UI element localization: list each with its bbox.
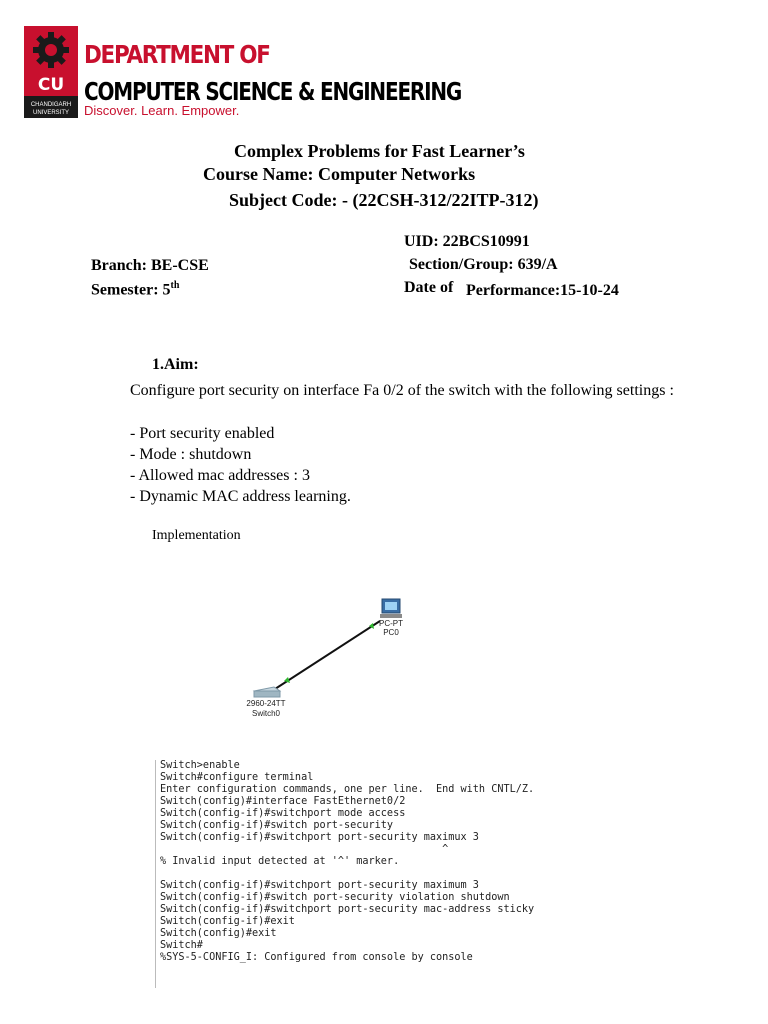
aim-item: - Allowed mac addresses : 3 — [130, 467, 310, 484]
section-group: Section/Group: 639/A — [409, 256, 558, 273]
terminal-line: Switch(config-if)#switch port-security violation shutdown — [160, 892, 510, 903]
date-of-performance: Performance:15-10-24 — [466, 282, 619, 299]
svg-text:UNIVERSITY: UNIVERSITY — [32, 110, 70, 116]
terminal-line: ^ — [160, 844, 449, 855]
aim-text: Configure port security on interface Fa 0/2 of the switch with the following settings : — [130, 382, 674, 399]
implementation-heading: Implementation — [152, 528, 241, 543]
terminal-line: Switch(config-if)#exit — [160, 916, 295, 927]
terminal-line: Switch(config-if)#switchport port-security maximux 3 — [160, 832, 479, 843]
aim-item: - Port security enabled — [130, 425, 275, 442]
svg-text:CHANDIGARH: CHANDIGARH — [30, 102, 72, 108]
semester: Semester: 5th — [91, 280, 180, 299]
switch-icon — [254, 687, 280, 697]
subject-code: Subject Code: - (22CSH-312/22ITP-312) — [229, 190, 539, 210]
aim-list — [130, 423, 351, 507]
aim-heading: 1.Aim: — [152, 356, 199, 373]
aim-item: - Mode : shutdown — [130, 446, 252, 463]
terminal-line: Enter configuration commands, one per line. End with CNTL/Z. — [160, 784, 535, 795]
terminal-line: Switch(config-if)#switchport port-security maximum 3 — [160, 880, 479, 891]
uid: UID: 22BCS10991 — [404, 233, 530, 250]
switch-name-label: Switch0 — [251, 709, 280, 718]
doc-title: Complex Problems for Fast Learner’s — [234, 141, 525, 161]
terminal-line: Switch(config-if)#switch port-security — [160, 820, 394, 831]
terminal-line: %SYS-5-CONFIG_I: Configured from console by console — [160, 952, 473, 963]
department-title-line2: COMPUTER SCIENCE & ENGINEERING — [84, 77, 462, 106]
course-name: Course Name: Computer Networks — [203, 164, 476, 184]
branch: Branch: BE-CSE — [91, 257, 209, 274]
cu-logo — [24, 26, 78, 118]
terminal-line: Switch(config-if)#switchport mode access — [160, 808, 406, 819]
terminal-line: Switch# — [160, 940, 203, 951]
date-label: Date of — [404, 279, 454, 296]
terminal-line: Switch(config-if)#switchport port-security mac-address sticky — [160, 904, 535, 915]
terminal-line: Switch#configure terminal — [160, 772, 314, 783]
switch-model-label: 2960-24TT — [246, 699, 286, 708]
terminal-line: Switch>enable — [160, 760, 240, 771]
tagline: Discover. Learn. Empower. — [84, 103, 240, 118]
logo-text: CU — [37, 75, 65, 95]
department-title-line1: DEPARTMENT OF — [84, 40, 270, 69]
terminal-line: Switch(config)#exit — [160, 928, 277, 939]
aim-item: - Dynamic MAC address learning. — [130, 488, 351, 505]
pc-model-label: PC-PT — [379, 619, 403, 628]
terminal-line: % Invalid input detected at '^' marker. — [160, 856, 400, 867]
pc-name-label: PC0 — [383, 628, 399, 637]
terminal-line — [160, 868, 575, 880]
terminal-line: Switch(config)#interface FastEthernet0/2 — [160, 796, 406, 807]
pc-icon — [380, 599, 402, 618]
network-cable — [275, 621, 380, 689]
cli-terminal-output — [155, 760, 575, 988]
